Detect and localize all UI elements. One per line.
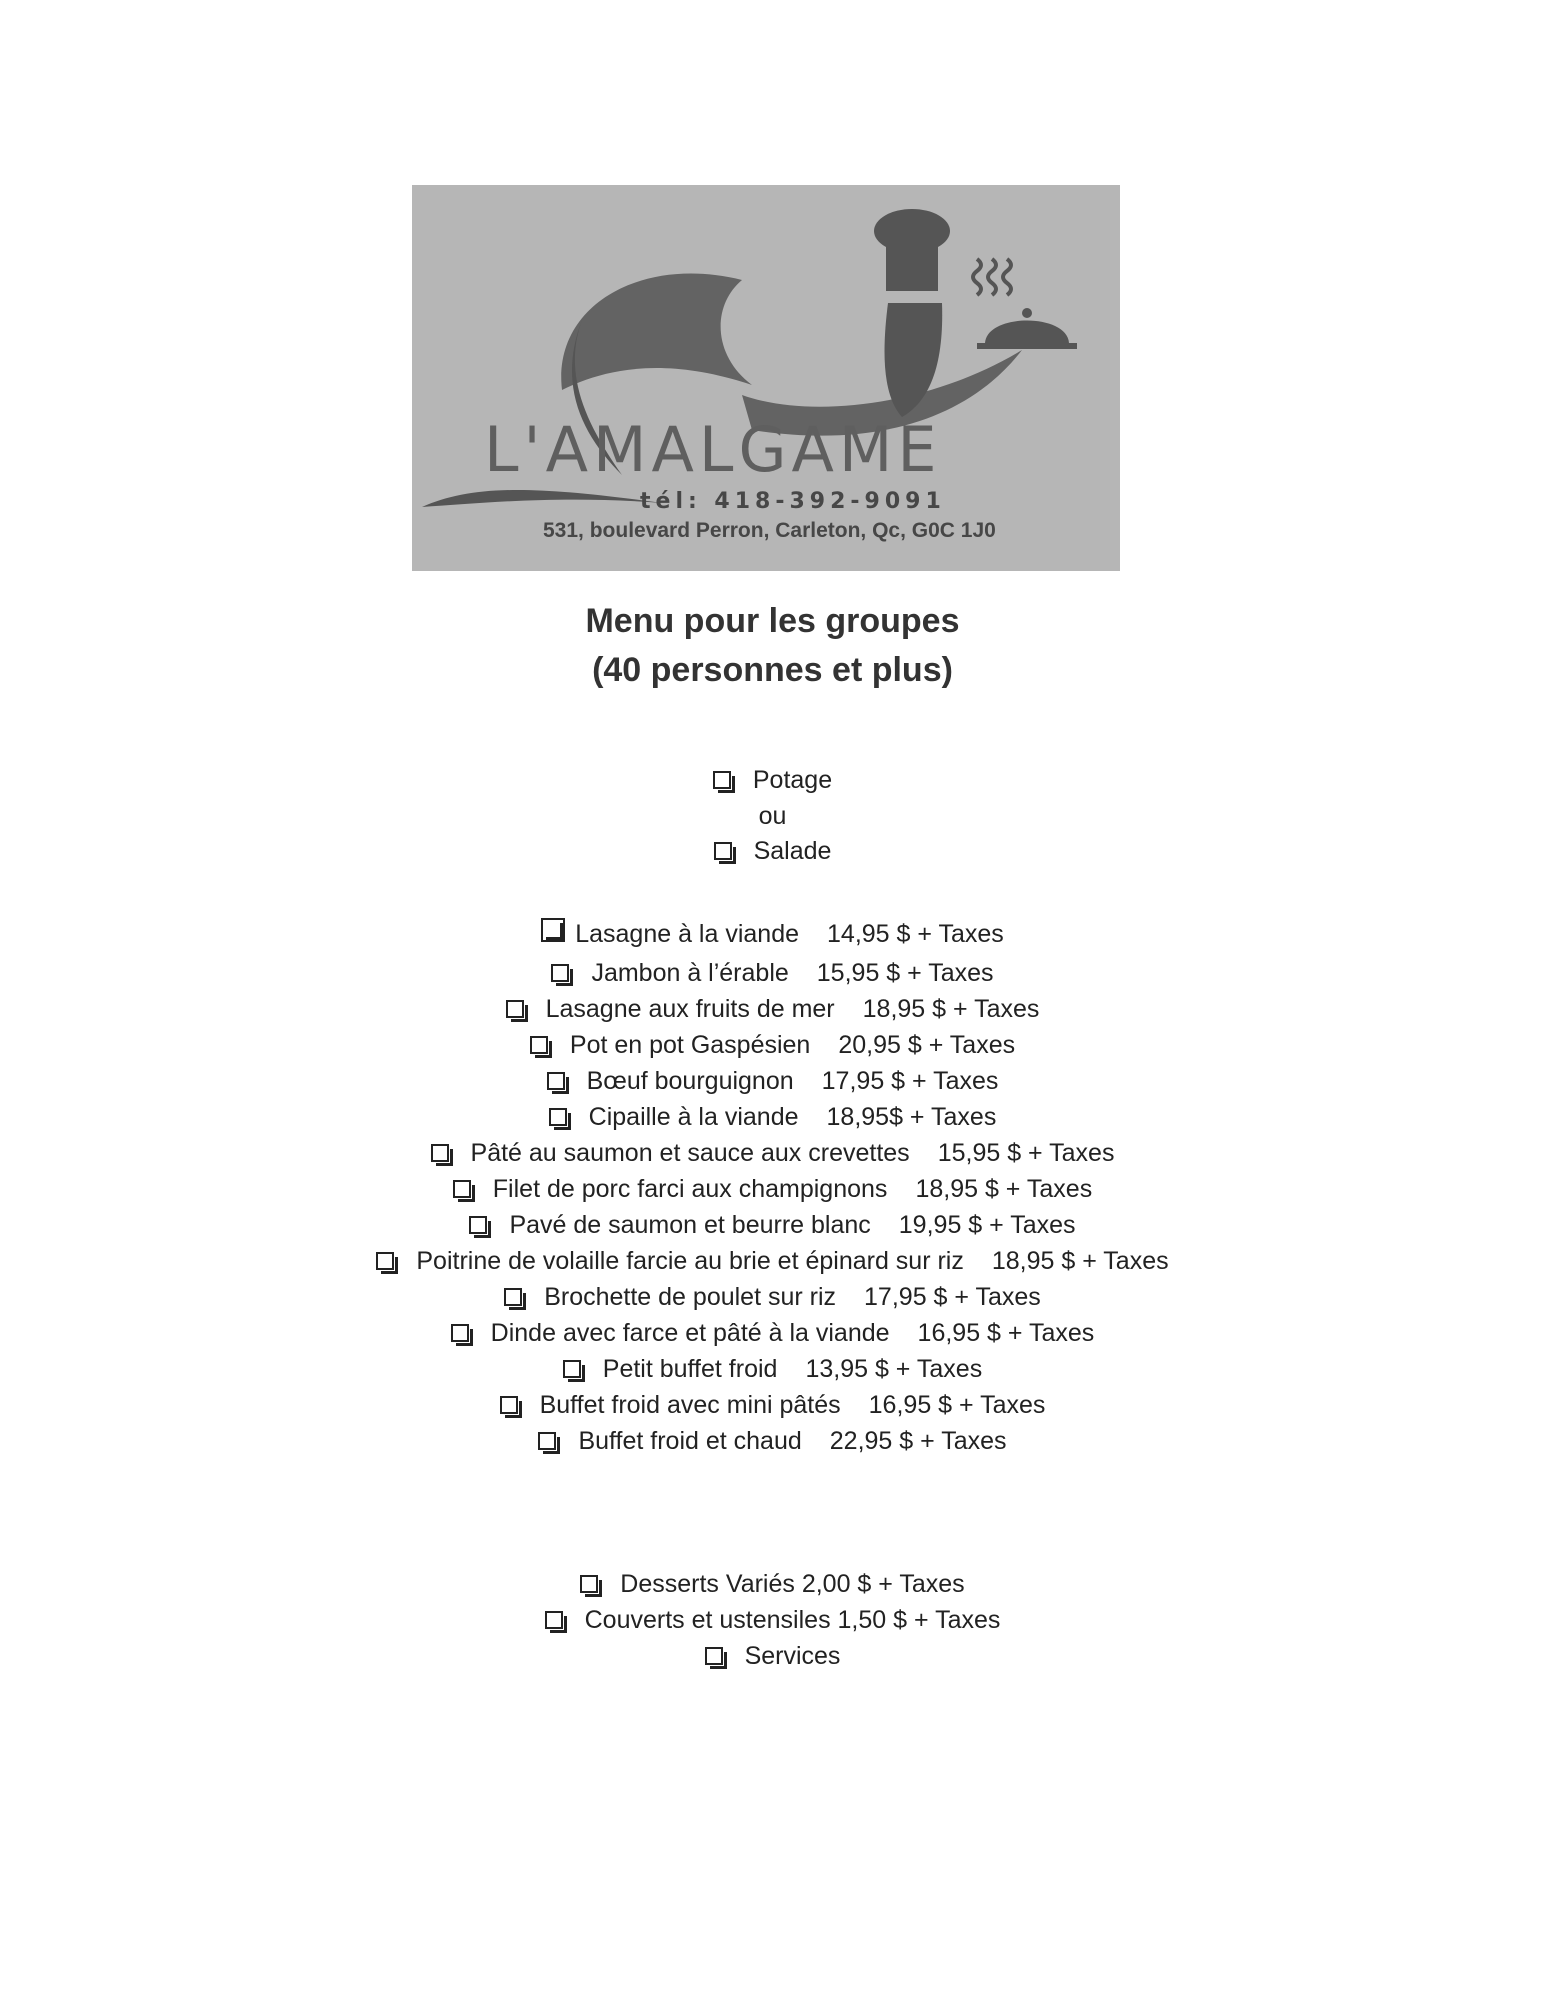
checkbox-icon bbox=[547, 1072, 565, 1090]
menu-title: Menu pour les groupes bbox=[585, 602, 960, 640]
menu-item bbox=[0, 1174, 1545, 1204]
checkbox-icon bbox=[431, 1144, 449, 1162]
menu-item bbox=[0, 1030, 1545, 1060]
restaurant-logo bbox=[412, 185, 1120, 571]
menu-item-name: Lasagne aux fruits de mer bbox=[545, 995, 835, 1023]
menu-item-price: 22,95 $ + Taxes bbox=[829, 1427, 1007, 1455]
menu-item-price: 16,95 $ + Taxes bbox=[868, 1391, 1046, 1419]
menu-item-name: Filet de porc farci aux champignons bbox=[492, 1175, 888, 1203]
menu-item-price: 18,95 $ + Taxes bbox=[991, 1247, 1169, 1275]
menu-item bbox=[0, 1282, 1545, 1312]
menu-item-name: Pavé de saumon et beurre blanc bbox=[509, 1211, 871, 1239]
menu-item-price: 17,95 $ + Taxes bbox=[864, 1283, 1041, 1311]
checkbox-icon bbox=[453, 1180, 471, 1198]
extra-item-label: Services bbox=[744, 1642, 841, 1670]
menu-item-price: 14,95 $ + Taxes bbox=[827, 920, 1004, 948]
checkbox-icon bbox=[580, 1575, 598, 1593]
menu-subtitle: (40 personnes et plus) bbox=[592, 651, 953, 689]
menu-item bbox=[0, 1318, 1545, 1348]
checkbox-icon bbox=[549, 1108, 567, 1126]
menu-item-name: Pâté au saumon et sauce aux crevettes bbox=[470, 1139, 910, 1167]
checkbox-icon bbox=[563, 1360, 581, 1378]
starter-label: Salade bbox=[753, 837, 832, 865]
checkbox-icon bbox=[500, 1396, 518, 1414]
separator-label: ou bbox=[758, 802, 787, 830]
checkbox-icon bbox=[714, 842, 732, 860]
menu-item-price: 15,95 $ + Taxes bbox=[816, 959, 994, 987]
menu-item bbox=[0, 1138, 1545, 1168]
checkbox-icon bbox=[504, 1288, 522, 1306]
checkbox-icon bbox=[451, 1324, 469, 1342]
extra-item bbox=[0, 1569, 1545, 1599]
menu-item-name: Poitrine de volaille farcie au brie et épinard sur riz bbox=[416, 1247, 964, 1275]
menu-item bbox=[0, 1102, 1545, 1132]
menu-item bbox=[0, 1390, 1545, 1420]
menu-item-price: 17,95 $ + Taxes bbox=[821, 1067, 999, 1095]
checkbox-icon bbox=[705, 1647, 723, 1665]
menu-item-price: 19,95 $ + Taxes bbox=[898, 1211, 1076, 1239]
menu-item-name: Jambon à l’érable bbox=[591, 959, 789, 987]
checkbox-icon bbox=[713, 771, 731, 789]
logo-address: 531, boulevard Perron, Carleton, Qc, G0C 1J0 bbox=[543, 519, 996, 542]
menu-item bbox=[0, 1210, 1545, 1240]
menu-item bbox=[0, 994, 1545, 1024]
extra-item bbox=[0, 1605, 1545, 1635]
menu-item-name: Petit buffet froid bbox=[602, 1355, 778, 1383]
logo-phone: tél: 418-392-9091 bbox=[640, 489, 946, 514]
menu-item-price: 18,95 $ + Taxes bbox=[862, 995, 1040, 1023]
starter-label: Potage bbox=[752, 766, 833, 794]
menu-item-name: Pot en pot Gaspésien bbox=[569, 1031, 811, 1059]
menu-item-price: 18,95$ + Taxes bbox=[826, 1103, 997, 1131]
checkbox-icon bbox=[538, 1432, 556, 1450]
menu-item-name: Brochette de poulet sur riz bbox=[544, 1283, 837, 1311]
menu-item-price: 13,95 $ + Taxes bbox=[805, 1355, 983, 1383]
extra-item-label: Couverts et ustensiles 1,50 $ + Taxes bbox=[584, 1606, 1001, 1634]
menu-item-name: Bœuf bourguignon bbox=[586, 1067, 794, 1095]
checkbox-icon bbox=[551, 964, 569, 982]
checkbox-icon bbox=[469, 1216, 487, 1234]
menu-item-name: Dinde avec farce et pâté à la viande bbox=[490, 1319, 890, 1347]
menu-item-price: 15,95 $ + Taxes bbox=[937, 1139, 1115, 1167]
menu-item bbox=[0, 1066, 1545, 1096]
extra-item bbox=[0, 1641, 1545, 1671]
menu-item-name: Buffet froid avec mini pâtés bbox=[539, 1391, 841, 1419]
menu-item bbox=[0, 1426, 1545, 1456]
menu-item-price: 16,95 $ + Taxes bbox=[917, 1319, 1095, 1347]
menu-item-price: 18,95 $ + Taxes bbox=[915, 1175, 1093, 1203]
extra-item-label: Desserts Variés 2,00 $ + Taxes bbox=[620, 1570, 965, 1598]
menu-item-name: Cipaille à la viande bbox=[588, 1103, 799, 1131]
starter-option bbox=[0, 765, 1545, 795]
checkbox-icon bbox=[506, 1000, 524, 1018]
checkbox-icon bbox=[376, 1252, 394, 1270]
checkbox-icon bbox=[530, 1036, 548, 1054]
menu-item bbox=[0, 918, 1545, 949]
menu-item bbox=[0, 1354, 1545, 1384]
menu-item bbox=[0, 1246, 1545, 1276]
starter-separator bbox=[0, 801, 1545, 831]
checkbox-icon bbox=[545, 1611, 563, 1629]
menu-item-name: Buffet froid et chaud bbox=[578, 1427, 802, 1455]
checkbox-icon bbox=[541, 918, 565, 942]
menu-item bbox=[0, 958, 1545, 988]
menu-item-price: 20,95 $ + Taxes bbox=[838, 1031, 1016, 1059]
starter-option bbox=[0, 836, 1545, 866]
menu-item-name: Lasagne à la viande bbox=[575, 920, 800, 948]
logo-name: L'AMALGAME bbox=[484, 413, 942, 486]
